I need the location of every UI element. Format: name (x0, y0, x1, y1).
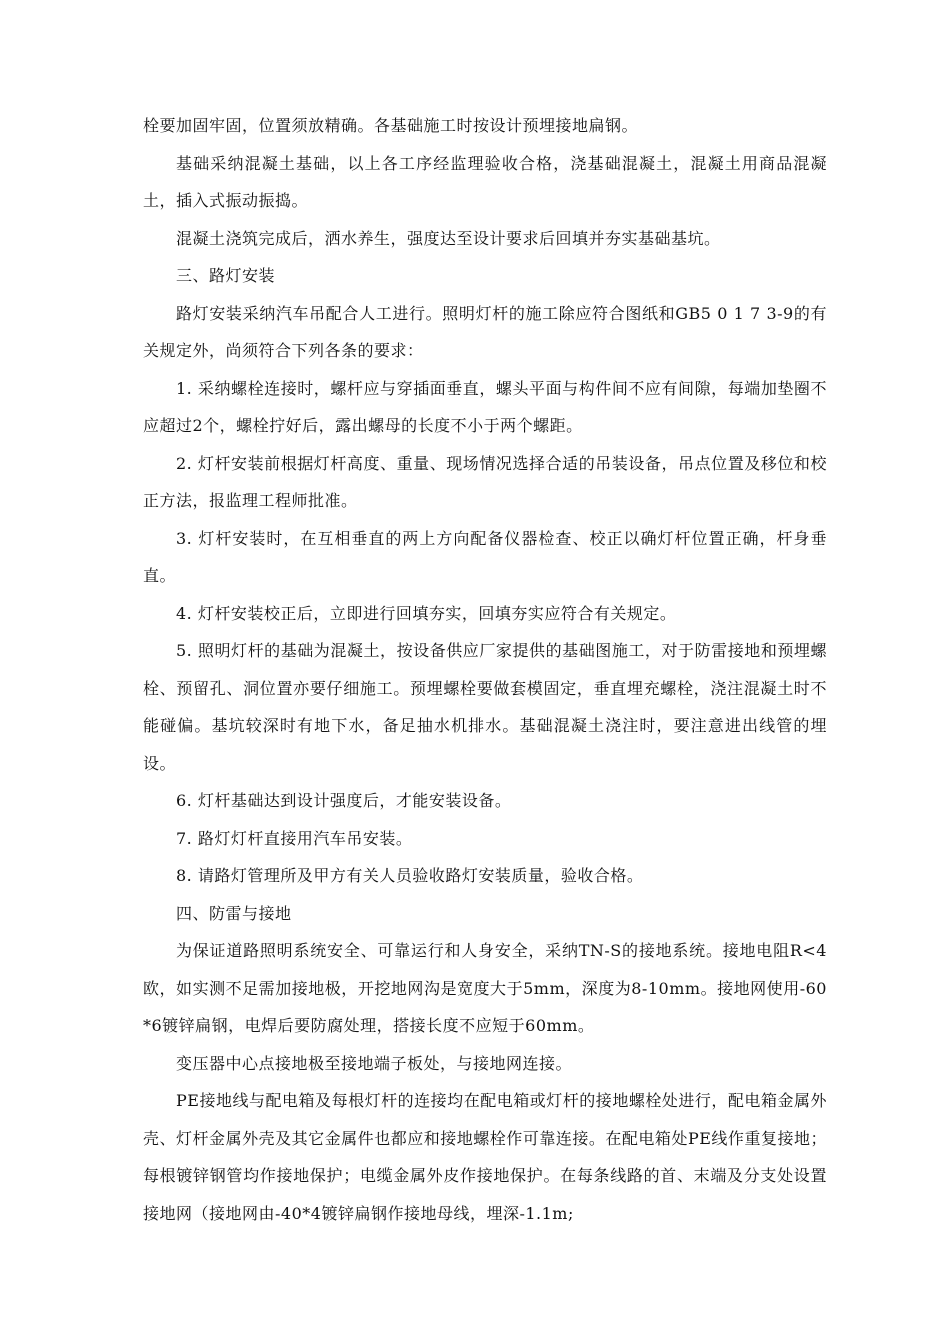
paragraph: PE接地线与配电箱及每根灯杆的连接均在配电箱或灯杆的接地螺栓处进行，配电箱金属外壳、灯杆金属外壳及其它金属件也都应和接地螺栓作可靠连接。在配电箱处PE线作重复接地；每根镀锌钢管均作接地保护；电缆金属外皮作接地保护。在每条线路的首、末端及分支处设置接地网（接地网由-40*4镀锌扁钢作接地母线，埋深-1.1m; (143, 1091, 827, 1223)
list-item: 4. 灯杆安装校正后，立即进行回填夯实，回填夯实应符合有关规定。 (176, 603, 677, 623)
paragraph: 基础采纳混凝土基础，以上各工序经监理验收合格，浇基础混凝土，混凝土用商品混凝土，插入式振动振捣。 (143, 153, 827, 210)
paragraph: 变压器中心点接地极至接地端子板处，与接地网连接。 (176, 1053, 573, 1073)
paragraph: 混凝土浇筑完成后，洒水养生，强度达至设计要求后回填并夯实基础基坑。 (176, 228, 721, 248)
list-item: 5. 照明灯杆的基础为混凝土，按设备供应厂家提供的基础图施工，对于防雷接地和预埋螺栓、预留孔、洞位置亦要仔细施工。预埋螺栓要做套模固定，垂直埋充螺栓，浇注混凝土时不能碰偏。基坑较深时有地下水，备足抽水机排水。基础混凝土浇注时，要注意进出线管的埋设。 (143, 641, 827, 773)
list-item: 2. 灯杆安装前根据灯杆高度、重量、现场情况选择合适的吊装设备，吊点位置及移位和校正方法，报监理工程师批准。 (143, 453, 827, 510)
list-item: 3. 灯杆安装时，在互相垂直的两上方向配备仪器检查、校正以确灯杆位置正确，杆身垂直。 (143, 528, 827, 585)
section-heading: 四、防雷与接地 (176, 903, 292, 923)
list-item: 7. 路灯灯杆直接用汽车吊安装。 (176, 828, 413, 848)
list-item: 1. 采纳螺栓连接时，螺杆应与穿插面垂直，螺头平面与构件间不应有间隙，每端加垫圈不应超过2个，螺栓拧好后，露出螺母的长度不小于两个螺距。 (143, 378, 827, 435)
list-item: 6. 灯杆基础达到设计强度后，才能安装设备。 (176, 791, 512, 810)
paragraph: 路灯安装采纳汽车吊配合人工进行。照明灯杆的施工除应符合图纸和GB5 0 1 7 3-9的有关规定外，尚须符合下列各条的要求： (143, 303, 827, 360)
document-body (143, 107, 827, 1232)
paragraph: 栓要加固牢固，位置须放精确。各基础施工时按设计预埋接地扁钢。 (143, 116, 639, 135)
paragraph: 为保证道路照明系统安全、可靠运行和人身安全，采纳TN-S的接地系统。接地电阻R<4欧，如实测不足需加接地极，开挖地网沟是宽度大于5mm，深度为8-10mm。接地网使用-60*6镀锌扁钢，电焊后要防腐处理，搭接长度不应短于60mm。 (143, 941, 827, 1035)
list-item: 8. 请路灯管理所及甲方有关人员验收路灯安装质量，验收合格。 (176, 866, 644, 885)
section-heading: 三、路灯安装 (176, 266, 276, 285)
